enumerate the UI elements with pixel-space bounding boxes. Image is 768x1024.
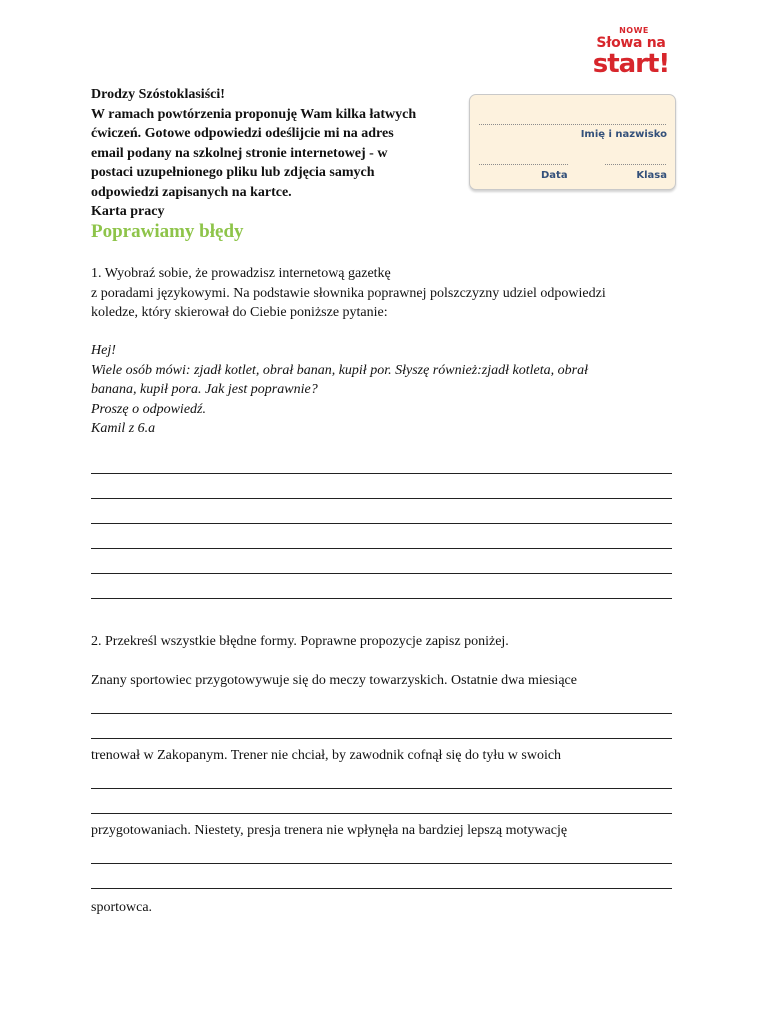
name-label: Imię i nazwisko [580,129,667,140]
task1-line: z poradami językowymi. Na podstawie słownika poprawnej polszczyzny udziel odpowiedzi [91,285,606,301]
student-info-box [469,94,676,190]
letter-line: banana, kupił pora. Jak jest poprawnie? [91,382,318,397]
date-dotted-line[interactable] [479,164,568,165]
intro-line: Karta pracy [91,204,165,219]
logo-nowe: NOWE [619,26,649,35]
intro-line: odpowiedzi zapisanych na kartce. [91,184,292,200]
answer-line[interactable] [91,598,672,599]
task1-line: koledze, który skierował do Ciebie poniższe pytanie: [91,305,388,320]
task2-text: przygotowaniach. Niestety, presja trenera nie wpłynęła na bardziej lepszą motywację [91,823,568,838]
letter-line: Wiele osób mówi: zjadł kotlet, obrał banan, kupił por. Słyszę również:zjadł kotleta, obrał [91,362,588,378]
intro-text [91,85,463,222]
intro-line: Drodzy Szóstoklasiści! [91,87,225,102]
task2-text: sportowca. [91,900,153,915]
class-dotted-line[interactable] [605,164,666,165]
logo [586,26,676,82]
name-dotted-line[interactable] [479,124,666,125]
intro-line: postaci uzupełnionego pliku lub zdjęcia samych [91,165,375,180]
answer-line[interactable] [91,888,672,889]
task1-line: 1. Wyobraź sobie, że prowadzisz internetową gazetkę [91,266,391,281]
answer-line[interactable] [91,523,672,524]
answer-line[interactable] [91,738,672,739]
answer-line[interactable] [91,713,672,714]
letter-line: Proszę o odpowiedź. [91,401,206,417]
answer-line[interactable] [91,548,672,549]
answer-line[interactable] [91,863,672,864]
intro-line: W ramach powtórzenia proponuję Wam kilka łatwych [91,106,417,122]
task2-instruction: 2. Przekreśl wszystkie błędne formy. Poprawne propozycje zapisz poniżej. [91,634,509,649]
answer-line[interactable] [91,788,672,789]
answer-line[interactable] [91,498,672,499]
page-title: Poprawiamy błędy [91,221,244,242]
task2-text: Znany sportowiec przygotowywuje się do meczy towarzyskich. Ostatnie dwa miesiące [91,673,577,688]
letter-line: Kamil z 6.a [91,421,156,436]
logo-start: start! [592,49,670,79]
date-label: Data [541,170,568,181]
intro-line: ćwiczeń. Gotowe odpowiedzi odeślijcie mi na adres [91,126,394,141]
answer-line[interactable] [91,573,672,574]
intro-line: email podany na szkolnej stronie internetowej - w [91,145,388,161]
letter-line: Hej! [91,343,116,358]
class-label: Klasa [636,170,667,181]
answer-line[interactable] [91,473,672,474]
task1-letter [91,341,681,439]
task2-text: trenował w Zakopanym. Trener nie chciał, by zawodnik cofnął się do tyłu w swoich [91,748,562,763]
logo-slowa-na: Słowa na [596,35,666,51]
task1-instruction [91,264,681,323]
answer-line[interactable] [91,813,672,814]
